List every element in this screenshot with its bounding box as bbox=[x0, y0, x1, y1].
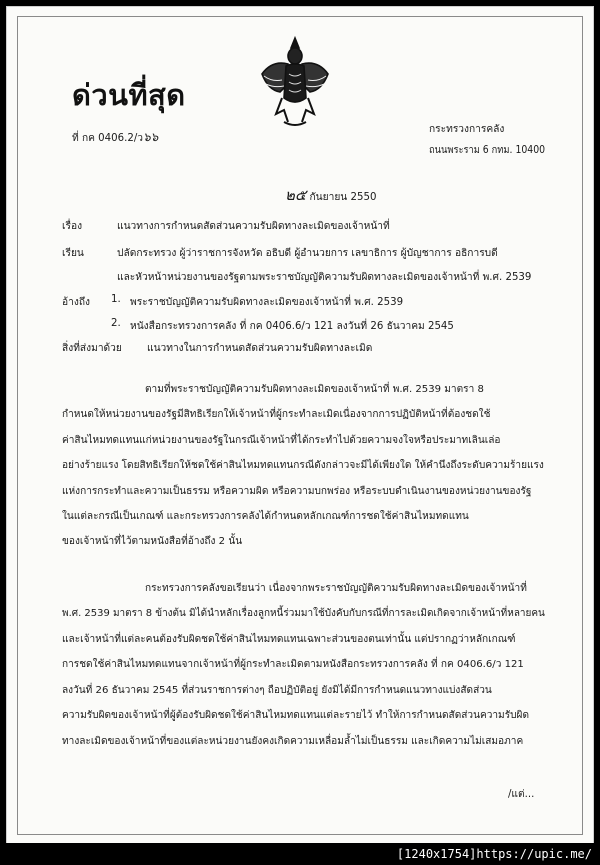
paragraph-2-line: พ.ศ. 2539 มาตรา 8 ข้างต้น มิได้นำหลักเรื่องลูกหนี้ร่วมมาใช้บังคับกับกรณีที่การละเมิดเกิดจากเจ้าหน้าที่หลายคน bbox=[62, 608, 545, 619]
paragraph-1-line: กำหนดให้หน่วยงานของรัฐมีสิทธิเรียกให้เจ้าหน้าที่ผู้กระทำละเมิดเนื่องจากการปฏิบัติหน้าที่ต้องชดใช้ bbox=[62, 409, 491, 420]
subject-text: แนวทางการกำหนดสัดส่วนความรับผิดทางละเมิดของเจ้าหน้าที่ bbox=[117, 221, 390, 232]
continued-marker: /แต่... bbox=[508, 789, 535, 800]
paragraph-1-line: แห่งการกระทำและความเป็นธรรม หรือความผิด หรือความบกพร่อง หรือระบบดำเนินงานของหน่วยงานของรัฐ bbox=[62, 486, 532, 497]
garuda-emblem-icon bbox=[258, 34, 332, 130]
enclosure-text: แนวทางในการกำหนดสัดส่วนความรับผิดทางละเมิด bbox=[147, 343, 373, 354]
reference-label: อ้างถึง bbox=[62, 297, 90, 308]
document-date: ๒๕ กันยายน 2550 bbox=[285, 186, 377, 204]
paragraph-1-line: ของเจ้าหน้าที่ไว้ตามหนังสือที่อ้างถึง 2 นั้น bbox=[62, 536, 243, 547]
addressee-line-2: และหัวหน้าหน่วยงานของรัฐตามพระราชบัญญัติความรับผิดทางละเมิดของเจ้าหน้าที่ พ.ศ. 2539 bbox=[117, 272, 532, 283]
paragraph-1-line: อย่างร้ายแรง โดยสิทธิเรียกให้ชดใช้ค่าสินไหมทดแทนกรณีดังกล่าวจะมีได้เพียงใด ให้คำนึงถึงระดับความร้ายแรง bbox=[62, 460, 544, 471]
paragraph-2-line: การชดใช้ค่าสินไหมทดแทนจากเจ้าหน้าที่ผู้กระทำละเมิดตามหนังสือกระทรวงการคลัง ที่ กค 0406.6/ว 121 bbox=[62, 659, 524, 670]
paragraph-1-line: ตามที่พระราชบัญญัติความรับผิดทางละเมิดของเจ้าหน้าที่ พ.ศ. 2539 มาตรา 8 bbox=[145, 384, 484, 395]
agency-name: กระทรวงการคลัง bbox=[429, 124, 505, 135]
image-caption[interactable]: [1240x1754]https://upic.me/ bbox=[396, 847, 592, 861]
enclosure-label: สิ่งที่ส่งมาด้วย bbox=[62, 343, 122, 354]
paragraph-2-line: ลงวันที่ 26 ธันวาคม 2545 ที่ส่วนราชการต่างๆ ถือปฏิบัติอยู่ ยังมิได้มีการกำหนดแนวทางแบ่งสัดส่วน bbox=[62, 685, 492, 696]
reference-2-text: หนังสือกระทรวงการคลัง ที่ กค 0406.6/ว 121 ลงวันที่ 26 ธันวาคม 2545 bbox=[130, 321, 454, 332]
reference-1-number: 1. bbox=[111, 294, 121, 305]
addressee-line-1: ปลัดกระทรวง ผู้ว่าราชการจังหวัด อธิบดี ผู้อำนวยการ เลขาธิการ ผู้บัญชาการ อธิการบดี bbox=[117, 248, 498, 259]
paragraph-2-line: ทางละเมิดของเจ้าหน้าที่ของแต่ละหน่วยงานยังคงเกิดความเหลื่อมล้ำไม่เป็นธรรม และเกิดความไม่เสมอภาค bbox=[62, 736, 524, 747]
reference-2-number: 2. bbox=[111, 318, 121, 329]
paragraph-2-line: และเจ้าหน้าที่แต่ละคนต้องรับผิดชดใช้ค่าสินไหมทดแทนเฉพาะส่วนของตนเท่านั้น แต่ปรากฏว่าหลักเกณฑ์ bbox=[62, 634, 516, 645]
paragraph-2-line: กระทรวงการคลังขอเรียนว่า เนื่องจากพระราชบัญญัติความรับผิดทางละเมิดของเจ้าหน้าที่ bbox=[145, 583, 527, 594]
paragraph-1-line: ในแต่ละกรณีเป็นเกณฑ์ และกระทรวงการคลังได้กำหนดหลักเกณฑ์การชดใช้ค่าสินไหมทดแทน bbox=[62, 511, 469, 522]
addressee-label: เรียน bbox=[62, 248, 84, 259]
subject-label: เรื่อง bbox=[62, 221, 83, 232]
reference-number: ที่ กค 0406.2/ว๖๖ bbox=[72, 130, 159, 144]
paragraph-1-line: ค่าสินไหมทดแทนแก่หน่วยงานของรัฐในกรณีเจ้าหน้าที่ได้กระทำไปด้วยความจงใจหรือประมาทเลินเล่อ bbox=[62, 435, 501, 446]
paragraph-2-line: ความรับผิดของเจ้าหน้าที่ผู้ต้องรับผิดชดใช้ค่าสินไหมทดแทนแต่ละรายไว้ ทำให้การกำหนดสัดส่วนความรับผิด bbox=[62, 710, 530, 721]
reference-1-text: พระราชบัญญัติความรับผิดทางละเมิดของเจ้าหน้าที่ พ.ศ. 2539 bbox=[130, 297, 404, 308]
agency-address: ถนนพระราม 6 กทม. 10400 bbox=[429, 145, 546, 156]
footer-bar bbox=[0, 843, 600, 865]
urgent-label: ด่วนที่สุด bbox=[72, 78, 186, 112]
